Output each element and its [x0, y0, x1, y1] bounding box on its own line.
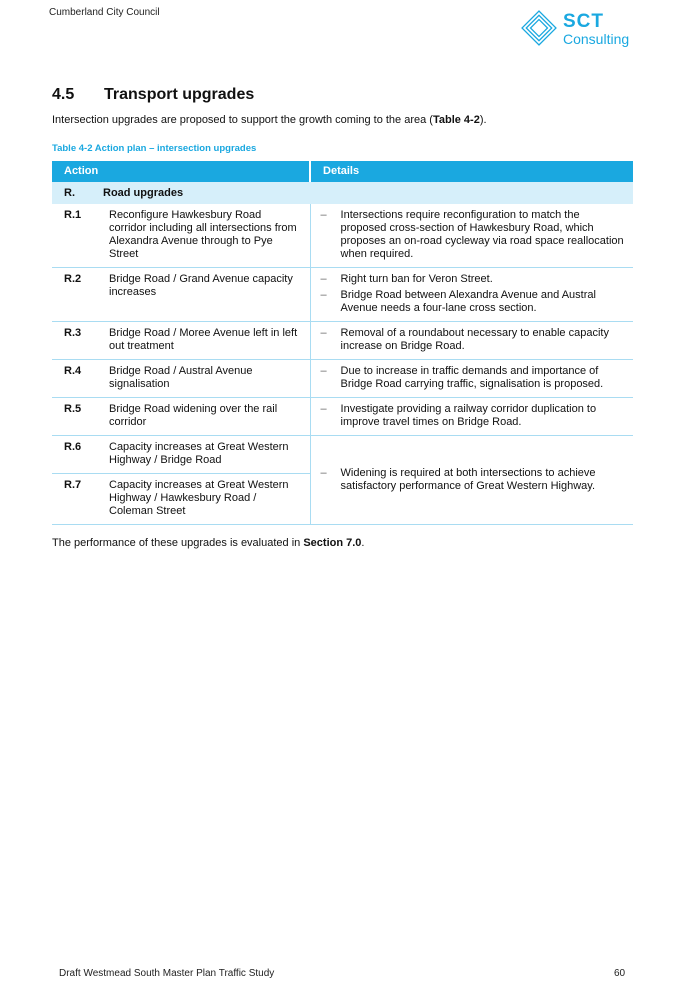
dash-bullet-icon: –	[320, 327, 327, 339]
row-details	[310, 398, 633, 436]
table-row	[52, 204, 633, 268]
detail-bullet	[321, 273, 626, 286]
dash-bullet-icon: –	[320, 209, 327, 221]
action-plan-table	[52, 161, 633, 525]
dash-bullet-icon: –	[320, 289, 327, 301]
detail-text: Removal of a roundabout necessary to enable capacity increase on Bridge Road.	[340, 327, 609, 352]
dash-bullet-icon: –	[320, 466, 327, 479]
group-label: Road upgrades	[95, 182, 633, 204]
row-action: Bridge Road / Grand Avenue capacity increases	[95, 268, 310, 322]
intro-text: Intersection upgrades are proposed to support the growth coming to the area (	[52, 114, 433, 126]
row-details	[310, 360, 633, 398]
row-action: Capacity increases at Great Western Highway / Bridge Road	[95, 436, 310, 474]
detail-text: Widening is required at both intersections to achieve satisfactory performance of Great Western Highway.	[340, 466, 596, 492]
action-column-header: Action	[52, 161, 310, 182]
dash-bullet-icon: –	[320, 365, 327, 377]
row-id: R.2	[52, 268, 95, 322]
dash-bullet-icon: –	[320, 273, 327, 285]
table-caption: Table 4-2 Action plan – intersection upgrades	[52, 143, 257, 154]
performance-paragraph	[52, 537, 364, 549]
dash-bullet-icon: –	[320, 403, 327, 415]
row-action: Reconfigure Hawkesbury Road corridor including all intersections from Alexandra Avenue through to Pye Street	[95, 204, 310, 268]
detail-text: Right turn ban for Veron Street.	[340, 273, 493, 285]
section-heading	[52, 86, 254, 104]
detail-bullet	[321, 467, 626, 493]
table-row	[52, 398, 633, 436]
table-reference: Table 4-2	[432, 114, 480, 126]
row-id: R.6	[52, 436, 95, 474]
page-number: 60	[614, 968, 626, 979]
detail-bullet	[321, 209, 626, 261]
intro-paragraph	[52, 114, 487, 126]
row-id: R.7	[52, 474, 95, 525]
row-details	[310, 204, 633, 268]
details-column-header: Details	[310, 161, 633, 182]
section-reference: Section 7.0	[303, 537, 362, 549]
row-action: Bridge Road / Moree Avenue left in left out treatment	[95, 322, 310, 360]
sct-consulting-logo	[518, 6, 638, 52]
detail-text: Intersections require reconfiguration to match the proposed cross-section of Hawkesbury Road, which proposes an on-road cycleway via road space reallocation when required.	[340, 209, 624, 260]
table-row	[52, 322, 633, 360]
row-id: R.3	[52, 322, 95, 360]
detail-bullet	[321, 403, 626, 429]
detail-bullet	[321, 289, 626, 315]
row-id: R.1	[52, 204, 95, 268]
logo-wordmark-consulting: Consulting	[563, 31, 630, 47]
footer-document-title: Draft Westmead South Master Plan Traffic Study	[59, 968, 275, 979]
table-row	[52, 268, 633, 322]
row-id: R.4	[52, 360, 95, 398]
intro-text-end: ).	[479, 114, 487, 126]
table-row	[52, 360, 633, 398]
row-details	[310, 268, 633, 322]
group-id: R.	[52, 182, 95, 204]
row-action: Capacity increases at Great Western Highway / Hawkesbury Road / Coleman Street	[95, 474, 310, 525]
detail-text: Investigate providing a railway corridor duplication to improve travel times on Bridge Road.	[340, 403, 597, 428]
section-title: Transport upgrades	[104, 86, 255, 103]
sct-diamond-logo-icon	[518, 8, 562, 50]
section-number: 4.5	[52, 86, 75, 103]
table-row	[52, 436, 633, 474]
performance-text-end: .	[361, 537, 365, 549]
table-header-row	[52, 161, 633, 182]
merged-row-details	[310, 436, 633, 525]
row-action: Bridge Road widening over the rail corridor	[95, 398, 310, 436]
row-details	[310, 322, 633, 360]
detail-text: Due to increase in traffic demands and importance of Bridge Road carrying traffic, signalisation is proposed.	[340, 365, 604, 390]
detail-bullet	[321, 365, 626, 391]
group-row-road-upgrades	[52, 182, 633, 204]
detail-text: Bridge Road between Alexandra Avenue and Austral Avenue needs a four-lane cross section.	[340, 289, 596, 314]
logo-wordmark-sct: SCT	[563, 11, 604, 32]
row-action: Bridge Road / Austral Avenue signalisation	[95, 360, 310, 398]
header-organisation: Cumberland City Council	[49, 7, 160, 18]
row-id: R.5	[52, 398, 95, 436]
performance-text: The performance of these upgrades is evaluated in	[52, 537, 304, 549]
detail-bullet	[321, 327, 626, 353]
